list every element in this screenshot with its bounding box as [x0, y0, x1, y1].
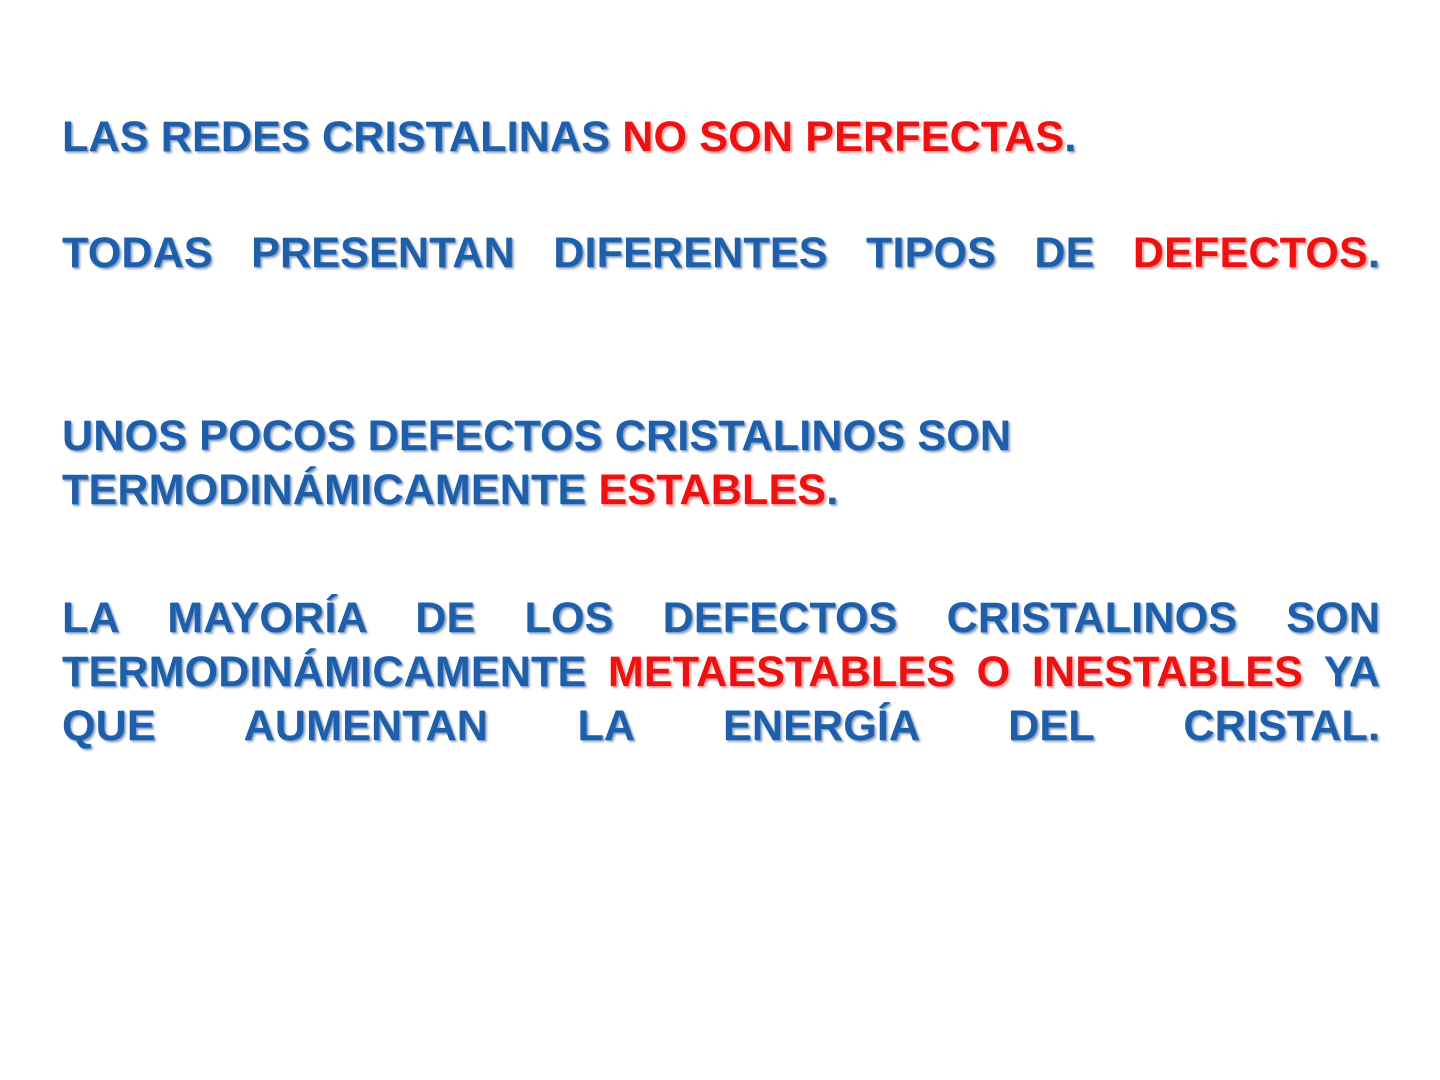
- paragraph-3-red-emphasis: ESTABLES: [598, 465, 827, 514]
- paragraph-1: [62, 110, 1380, 164]
- paragraph-3-blue-tail: .: [826, 465, 839, 514]
- paragraph-1-blue-tail: .: [1064, 113, 1077, 161]
- paragraph-3: [62, 409, 1380, 517]
- paragraph-2-red-emphasis: DEFECTOS: [1132, 229, 1368, 278]
- paragraph-3-blue-lead: UNOS POCOS DEFECTOS CRISTALINOS SON TERMODINÁMICAMENTE: [62, 411, 1012, 514]
- paragraph-4: [62, 591, 1380, 808]
- paragraph-2-blue-tail: .: [1367, 229, 1380, 278]
- paragraph-2-blue-lead: TODAS PRESENTAN DIFERENTES TIPOS DE: [62, 229, 1133, 278]
- paragraph-1-red-emphasis: NO SON PERFECTAS: [622, 113, 1065, 161]
- paragraph-4-red-emphasis: METAESTABLES O INESTABLES: [607, 648, 1304, 697]
- paragraph-4-blue-tail: YA QUE AUMENTAN LA ENERGÍA DEL CRISTAL.: [62, 648, 1380, 751]
- paragraph-2: [62, 226, 1380, 334]
- paragraph-4-blue-lead: LA MAYORÍA DE LOS DEFECTOS CRISTALINOS SON TERMODINÁMICAMENTE: [62, 593, 1380, 697]
- paragraph-1-blue-lead: LAS REDES CRISTALINAS: [62, 113, 623, 161]
